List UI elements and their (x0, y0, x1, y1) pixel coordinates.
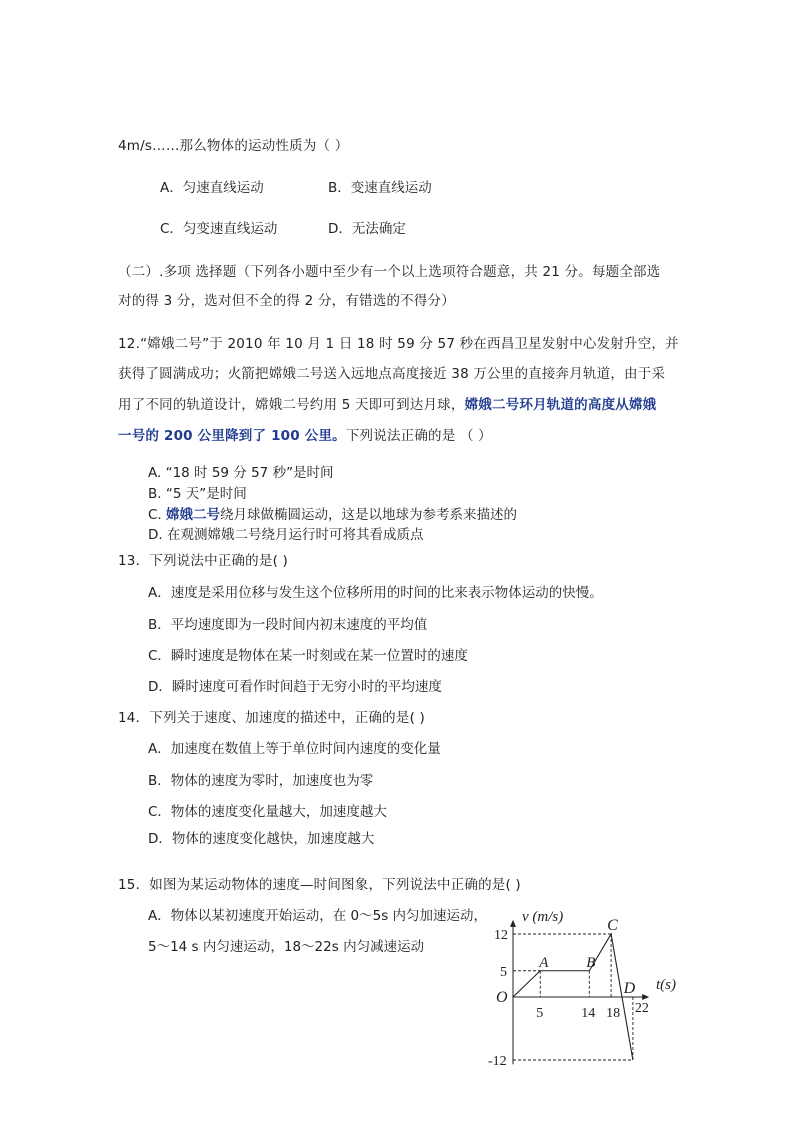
q12-line3-text: 用了不同的轨道设计，嫦娥二号约用 5 天即可到达月球， (118, 397, 465, 413)
q13-option-a: A．速度是采用位移与发生这个位移所用的时间的比来表示物体运动的快慢。 (148, 585, 603, 601)
q15-option-a-line2: 5～14 s 内匀速运动，18～22s 内匀减速运动 (148, 939, 425, 955)
q11-option-b: B．变速直线运动 (328, 180, 432, 196)
q14-stem: 14．下列关于速度、加速度的描述中，正确的是( ) (118, 710, 426, 726)
section2-line2: 对的得 3 分，选对但不全的得 2 分，有错选的不得分） (118, 293, 455, 309)
x-tick-14: 14 (581, 1006, 596, 1021)
x-tick-22: 22 (634, 1001, 649, 1016)
q13-stem: 13．下列说法中正确的是( ) (118, 553, 289, 569)
q15-stem: 15．如图为某运动物体的速度—时间图象，下列说法中正确的是( ) (118, 877, 521, 893)
q13-option-b: B．平均速度即为一段时间内初末速度的平均值 (148, 617, 428, 633)
y-tick-5: 5 (500, 964, 507, 980)
q12-option-c-highlight: 嫦娥二号 (166, 507, 221, 523)
x-axis-label: t(s) (656, 977, 676, 993)
point-label-a: A (539, 954, 549, 971)
q12-line3 (118, 395, 656, 415)
point-label-b: B (586, 954, 596, 971)
q14-option-d: D．物体的速度变化越快，加速度越大 (148, 831, 375, 847)
origin-label: O (496, 989, 508, 1006)
x-axis-arrow (642, 994, 649, 1000)
q12-line4-text: 下列说法正确的是 （ ） (345, 428, 492, 444)
y-axis-arrow (510, 920, 516, 927)
y-tick-neg12: -12 (488, 1054, 507, 1069)
q11-stem-tail: 4m/s……那么物体的运动性质为（ ） (118, 138, 349, 154)
point-label-d: D (623, 980, 636, 997)
x-tick-18: 18 (606, 1006, 621, 1021)
q15-option-a-line1: A．物体以某初速度开始运动，在 0～5s 内匀加速运动， (148, 908, 488, 924)
q13-option-c: C．瞬时速度是物体在某一时刻或在某一位置时的速度 (148, 648, 468, 664)
q11-option-c: C．匀变速直线运动 (160, 221, 278, 237)
q12-line4-highlight: 一号的 200 公里降到了 100 公里。 (118, 428, 346, 444)
q13-option-d: D．瞬时速度可看作时间趋于无穷小时的平均速度 (148, 679, 442, 695)
q14-option-a: A．加速度在数值上等于单位时间内速度的变化量 (148, 741, 441, 757)
velocity-time-chart (480, 895, 700, 1075)
q12-line4 (118, 426, 492, 446)
q14-option-b: B．物体的速度为零时，加速度也为零 (148, 773, 374, 789)
q12-option-a: A. “18 时 59 分 57 秒”是时间 (148, 465, 334, 481)
q12-line3-highlight: 嫦娥二号环月轨道的高度从嫦娥 (464, 397, 657, 413)
q12-option-b: B. “5 天”是时间 (148, 486, 247, 502)
q12-option-c-letter: C. (148, 507, 167, 523)
y-axis-label: v (m/s) (522, 909, 564, 925)
q11-option-d: D．无法确定 (328, 221, 406, 237)
q14-option-c: C．物体的速度变化量越大，加速度越大 (148, 804, 387, 820)
x-tick-5: 5 (536, 1006, 544, 1021)
q12-line2: 获得了圆满成功；火箭把嫦娥二号送入远地点高度接近 38 万公里的直接奔月轨道，由于采 (118, 366, 666, 382)
q12-option-c (148, 505, 517, 525)
y-tick-12: 12 (494, 928, 508, 943)
q11-option-a: A．匀速直线运动 (160, 180, 264, 196)
q12-option-d: D. 在观测嫦娥二号绕月运行时可将其看成质点 (148, 527, 424, 543)
q12-line1: 12.“嫦娥二号”于 2010 年 10 月 1 日 18 时 59 分 57 秒在西昌卫星发射中心发射升空，并 (118, 336, 679, 352)
q12-option-c-text: 绕月球做椭圆运动，这是以地球为参考系来描述的 (220, 507, 518, 523)
section2-line1: （二）.多项 选择题（下列各小题中至少有一个以上选项符合题意，共 21 分。每题全部选 (118, 264, 661, 280)
point-label-c: C (607, 917, 618, 934)
